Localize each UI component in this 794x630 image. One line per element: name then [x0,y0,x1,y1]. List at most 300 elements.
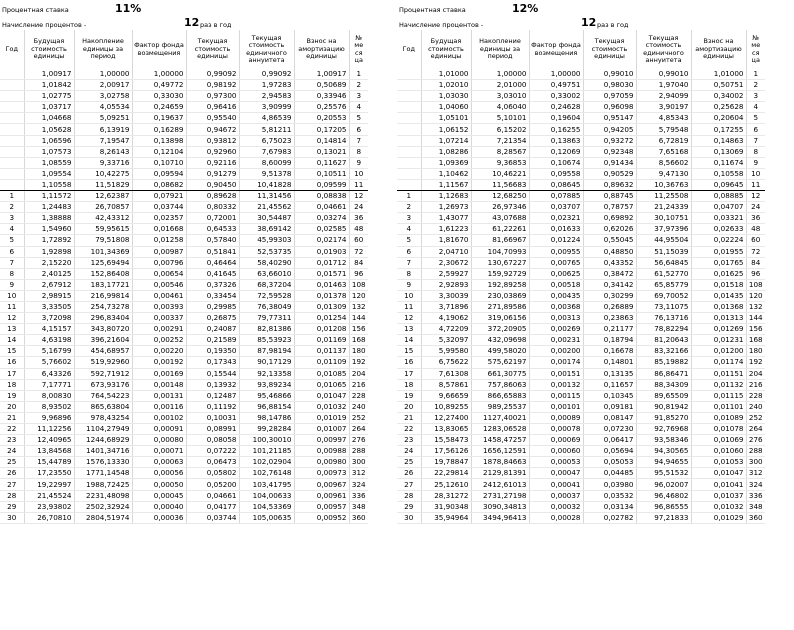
table-cell: 0,06417 [583,435,636,446]
table-cell: 42,43312 [74,213,132,224]
table-cell: 180 [746,346,765,357]
table-row [397,224,765,235]
table-row [0,479,368,490]
table-row [0,69,368,80]
table-cell: 300 [746,457,765,468]
table-cell: 0,00961 [294,490,349,501]
column-header: Текущая стоимость единичного аннуитета [636,30,691,69]
table-cell: 252 [746,412,765,423]
table-cell [397,146,421,157]
table-header-row [397,30,765,69]
column-header: Фактор фонда возмещения [132,30,186,69]
table-cell: 0,00032 [529,501,583,512]
table-cell: 1,05101 [421,113,471,124]
table-cell: 168 [746,335,765,346]
table-cell: 0,19350 [186,346,239,357]
table-row [397,468,765,479]
table-cell: 72,59528 [239,290,294,301]
table-cell: 0,00546 [132,279,186,290]
table-cell: 1,01000 [691,69,746,80]
table-row [397,135,765,146]
table-cell: 0,16289 [132,124,186,135]
table-cell: 0,05200 [186,479,239,490]
table-row [397,279,765,290]
table-cell: 454,68957 [74,346,132,357]
table-cell: 0,01047 [294,390,349,401]
table-cell: 0,04661 [294,202,349,213]
table-cell: 0,91434 [583,157,636,168]
table-cell: 95,51532 [636,468,691,479]
table-cell: 0,16678 [583,346,636,357]
table-cell: 12 [397,313,421,324]
table-cell: 2502,32924 [74,501,132,512]
table-row [397,268,765,279]
table-cell: 2412,61013 [471,479,529,490]
column-header: Будущая стоимость единицы [421,30,471,69]
table-cell: 0,00368 [529,301,583,312]
table-cell: 0,92960 [186,146,239,157]
table-cell: 13,83065 [421,424,471,435]
table-row [0,113,368,124]
table-cell: 87,98194 [239,346,294,357]
table-cell: 0,93812 [186,135,239,146]
table-cell: 192 [746,357,765,368]
table-cell: 0,00132 [529,379,583,390]
table-cell: 36 [349,213,368,224]
table-cell: 2,98915 [24,290,74,301]
table-cell: 180 [349,346,368,357]
table-cell: 3,90197 [636,102,691,113]
table-cell [0,168,24,179]
table-cell: 0,03707 [529,202,583,213]
table-cell: 0,01101 [691,401,746,412]
table-cell: 1,02010 [421,80,471,91]
table-cell: 9,33716 [74,157,132,168]
table-cell [0,113,24,124]
table-cell: 0,01151 [691,368,746,379]
table-cell: 72 [349,246,368,257]
table-cell: 86,86471 [636,368,691,379]
table-cell: 98,14786 [239,412,294,423]
table-row [397,80,765,91]
table-cell: 27 [0,479,24,490]
table-cell: 372,20905 [471,324,529,335]
table-cell: 85,53923 [239,335,294,346]
table-cell: 22 [0,424,24,435]
table-cell: 90,81942 [636,401,691,412]
table-cell: 0,01037 [691,490,746,501]
table-row [397,235,765,246]
table-cell: 4,19062 [421,313,471,324]
table-cell: 132 [746,301,765,312]
table-cell: 0,00955 [529,246,583,257]
table-cell: 5,09251 [74,113,132,124]
frequency-value: 12 [184,16,200,29]
table-cell: 0,95147 [583,113,636,124]
table-cell: 499,58020 [471,346,529,357]
table-cell: 0,05053 [583,457,636,468]
table-cell: 10 [0,290,24,301]
table-cell: 94,94655 [636,457,691,468]
table-row [0,179,368,190]
table-cell: 0,01224 [529,235,583,246]
table-cell: 23 [0,435,24,446]
table-cell: 288 [349,446,368,457]
table-cell: 30,54487 [239,213,294,224]
table-cell: 2,04710 [421,246,471,257]
table-row [0,301,368,312]
table-cell [0,146,24,157]
table-cell [397,69,421,80]
table-cell: 132 [349,301,368,312]
table-cell: 120 [349,290,368,301]
table-cell: 156 [746,324,765,335]
table-cell: 0,26889 [583,301,636,312]
table-cell: 12 [0,313,24,324]
table-cell: 35,94964 [421,512,471,523]
table-cell: 8,26143 [74,146,132,157]
table-cell: 0,01378 [294,290,349,301]
table-cell: 0,17205 [294,124,349,135]
table-cell: 0,99092 [239,69,294,80]
table-cell: 0,02782 [583,512,636,523]
table-cell: 228 [349,390,368,401]
table-cell: 11,31456 [239,191,294,202]
table-cell: 1,38888 [24,213,74,224]
table-cell: 10,42275 [74,168,132,179]
table-cell: 0,08838 [294,191,349,202]
table-cell: 0,00796 [132,257,186,268]
table-row [0,102,368,113]
table-cell: 0,99092 [186,69,239,80]
table-cell: 5 [397,235,421,246]
table-cell: 1,00917 [24,69,74,80]
table-row [0,213,368,224]
table-cell: 30 [397,512,421,523]
table-cell: 0,57840 [186,235,239,246]
table-cell: 102,02904 [239,457,294,468]
table-row [0,91,368,102]
table-cell: 23 [397,435,421,446]
table-cell: 0,10558 [691,168,746,179]
table-cell: 25 [397,457,421,468]
left-annuity-table [0,30,368,524]
table-cell: 0,20553 [294,113,349,124]
table-cell: 1401,34716 [74,446,132,457]
table-cell: 0,01903 [294,246,349,257]
table-cell [397,124,421,135]
table-cell: 0,97300 [186,91,239,102]
table-cell: 5,99580 [421,346,471,357]
table-cell: 0,04661 [186,490,239,501]
table-cell: 79,77311 [239,313,294,324]
table-row [397,213,765,224]
table-cell [0,124,24,135]
table-cell: 0,69892 [583,213,636,224]
table-row [397,368,765,379]
table-cell: 0,89628 [186,191,239,202]
table-cell: 8,28567 [471,146,529,157]
table-cell: 26,70857 [74,202,132,213]
table-row [397,435,765,446]
table-cell: 0,12487 [186,390,239,401]
table-cell: 0,03744 [132,202,186,213]
table-cell: 348 [349,501,368,512]
table-cell: 1,07573 [24,146,74,157]
table-cell: 1,10462 [421,168,471,179]
table-cell: 6 [397,246,421,257]
table-cell: 1,72892 [24,235,74,246]
table-cell: 2,01000 [471,80,529,91]
table-cell: 1,26973 [421,202,471,213]
table-cell: 296,83404 [74,313,132,324]
table-cell: 7,19547 [74,135,132,146]
table-cell: 25 [0,457,24,468]
table-cell: 0,02174 [294,235,349,246]
column-header: № ме ся ца [751,33,761,64]
table-cell: 0,00337 [132,313,186,324]
table-cell: 1,43077 [421,213,471,224]
table-cell: 13 [0,324,24,335]
table-cell: 0,98192 [186,80,239,91]
table-cell: 22,29814 [421,468,471,479]
table-cell: 9 [397,279,421,290]
table-row [0,246,368,257]
table-cell: 0,00393 [132,301,186,312]
table-cell: 168 [349,335,368,346]
table-cell: 0,00192 [132,357,186,368]
column-header: Текущая стоимость единицы [583,30,636,69]
table-cell: 1127,40021 [471,412,529,423]
table-cell: 0,01065 [294,379,349,390]
table-cell: 2,59927 [421,268,471,279]
table-cell: 271,89586 [471,301,529,312]
table-cell: 2231,48098 [74,490,132,501]
column-header: Фактор фонда возмещения [529,30,583,69]
table-cell: 11,25508 [636,191,691,202]
table-cell: 0,93272 [583,135,636,146]
table-cell: 21,45524 [24,490,74,501]
table-cell: 0,07921 [132,191,186,202]
table-cell: 396,21604 [74,335,132,346]
table-cell: 2,00917 [74,80,132,91]
table-cell: 1,05628 [24,124,74,135]
table-cell: 0,09181 [583,401,636,412]
table-cell: 88,34309 [636,379,691,390]
column-header: Накопление единицы за период [74,30,132,69]
table-row [397,490,765,501]
table-cell: 0,01625 [691,268,746,279]
table-cell: 0,00060 [529,446,583,457]
table-row [397,379,765,390]
table-cell [397,135,421,146]
table-cell: 17,56126 [421,446,471,457]
table-cell: 0,00071 [132,446,186,457]
table-cell: 1656,12591 [471,446,529,457]
table-cell: 97,21833 [636,512,691,523]
table-cell: 5,10101 [471,113,529,124]
table-cell: 7,65168 [636,146,691,157]
table-cell: 0,01208 [294,324,349,335]
frequency-unit: раз в год [597,21,629,29]
table-cell: 0,49772 [132,80,186,91]
table-cell: 4,86539 [239,113,294,124]
table-cell: 0,00056 [132,468,186,479]
table-cell: 6,13919 [74,124,132,135]
table-cell: 11,51829 [74,179,132,190]
table-cell: 11 [397,301,421,312]
table-row [397,457,765,468]
table-cell: 6,72819 [636,135,691,146]
table-cell: 288 [746,446,765,457]
table-cell: 21 [397,412,421,423]
table-cell: 85,19882 [636,357,691,368]
table-row [0,135,368,146]
table-cell: 4,06040 [471,102,529,113]
table-cell: 0,01019 [294,412,349,423]
table-cell: 343,80720 [74,324,132,335]
table-cell: 0,11192 [186,401,239,412]
table-row [0,424,368,435]
table-cell: 0,21589 [186,335,239,346]
table-cell: 0,00089 [529,412,583,423]
table-cell: 0,00078 [529,424,583,435]
table-cell: 0,00765 [529,257,583,268]
table-cell: 21,24339 [636,202,691,213]
table-cell: 96 [746,268,765,279]
table-cell: 0,00115 [529,390,583,401]
frequency-unit: раз в год [200,21,232,29]
table-cell: 92,76968 [636,424,691,435]
table-cell: 0,00269 [529,324,583,335]
table-cell [0,135,24,146]
table-cell: 1,08559 [24,157,74,168]
table-cell: 20 [397,401,421,412]
table-cell: 48 [349,224,368,235]
table-cell: 989,25537 [471,401,529,412]
table-cell: 0,97059 [583,91,636,102]
table-cell: 0,01115 [691,390,746,401]
table-cell: 0,41645 [186,268,239,279]
table-cell: 0,03274 [294,213,349,224]
table-cell: 0,01518 [691,279,746,290]
table-cell: 8 [349,146,368,157]
table-cell: 3,71896 [421,301,471,312]
table-cell: 0,07222 [186,446,239,457]
table-cell: 0,05802 [186,468,239,479]
table-cell: 6,75023 [239,135,294,146]
table-cell: 1 [746,69,765,80]
table-row [397,512,765,523]
table-cell: 11 [746,179,765,190]
table-cell: 592,71912 [74,368,132,379]
table-cell: 78,82294 [636,324,691,335]
table-cell: 312 [746,468,765,479]
table-cell: 96,46802 [636,490,691,501]
table-cell: 0,00654 [132,268,186,279]
table-cell: 1,97040 [636,80,691,91]
table-cell: 1,81670 [421,235,471,246]
table-cell: 38,69142 [239,224,294,235]
table-cell: 45,99303 [239,235,294,246]
table-cell: 0,11674 [691,157,746,168]
table-row [0,401,368,412]
table-cell: 1,54960 [24,224,74,235]
table-cell: 0,07230 [583,424,636,435]
table-cell: 0,00313 [529,313,583,324]
table-cell: 0,34002 [691,91,746,102]
table-cell: 216,99814 [74,290,132,301]
table-cell: 1,12683 [421,191,471,202]
table-row [397,501,765,512]
table-cell: 204 [349,368,368,379]
table-cell: 0,00080 [132,435,186,446]
table-cell: 14 [0,335,24,346]
table-cell: 0,08682 [132,179,186,190]
table-cell: 0,25576 [294,102,349,113]
table-cell: 9 [349,157,368,168]
table-cell: 0,00973 [294,468,349,479]
table-cell: 0,01007 [294,424,349,435]
table-cell: 1,97283 [239,80,294,91]
table-cell: 0,94672 [186,124,239,135]
table-cell: 312 [349,468,368,479]
right-annuity-table [397,30,765,524]
table-cell: 0,01078 [691,424,746,435]
table-cell [397,102,421,113]
table-cell: 0,90529 [583,168,636,179]
table-cell: 204 [746,368,765,379]
table-cell: 24 [0,446,24,457]
table-cell: 0,00037 [529,490,583,501]
table-cell: 9,51378 [239,168,294,179]
table-cell: 276 [746,435,765,446]
table-row [397,124,765,135]
table-cell: 104,70993 [471,246,529,257]
column-header: Год [397,30,421,69]
table-cell: 96,88154 [239,401,294,412]
table-cell: 104,53369 [239,501,294,512]
table-cell: 0,08991 [186,424,239,435]
table-cell: 11,56683 [471,179,529,190]
table-row [397,313,765,324]
table-cell [0,91,24,102]
table-cell: 0,03744 [186,512,239,523]
table-cell: 1,61223 [421,224,471,235]
table-cell: 82,81386 [239,324,294,335]
table-cell [397,80,421,91]
table-cell: 9,66659 [421,390,471,401]
table-cell: 2,94583 [239,91,294,102]
table-cell: 60 [349,235,368,246]
table-cell: 1,02775 [24,91,74,102]
table-cell: 0,09645 [691,179,746,190]
table-cell: 0,26875 [186,313,239,324]
table-cell: 26,70810 [24,512,74,523]
table-cell: 1,09369 [421,157,471,168]
table-cell: 36 [746,213,765,224]
table-cell: 1,04668 [24,113,74,124]
table-cell: 0,02321 [529,213,583,224]
table-cell: 0,14863 [691,135,746,146]
table-cell: 152,86408 [74,268,132,279]
table-cell: 0,99010 [636,69,691,80]
table-cell: 0,91279 [186,168,239,179]
table-cell: 2,67912 [24,279,74,290]
table-cell: 1,06596 [24,135,74,146]
table-cell: 9,36853 [471,157,529,168]
table-cell: 0,17255 [691,124,746,135]
